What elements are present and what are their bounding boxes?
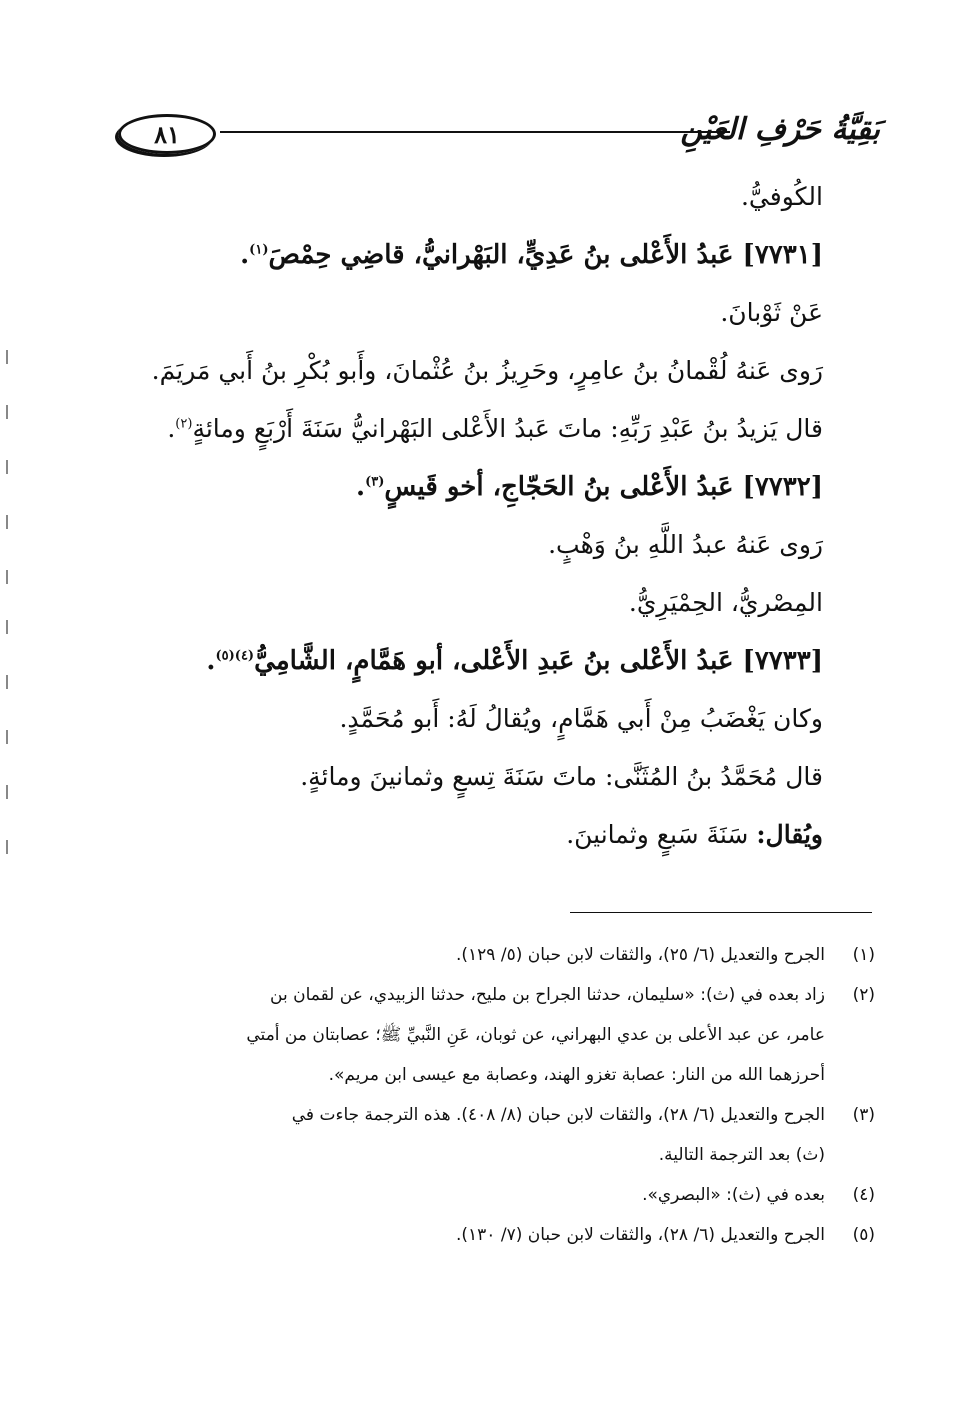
footnote-number: (٤) [852,1185,875,1205]
footnote-line: بعده في (ث): «البصري». [642,1185,825,1205]
line-text: رَوى عَنهُ عبدُ اللَّهِ بنُ وَهْبٍ. [548,530,823,559]
line-text: [٧٧٣٢] عَبدُ الأَعْلى بنُ الحَجّاجِ، أخو قَيسٍ [384,472,823,502]
body-line [123,400,823,458]
footnote-line: الجرح والتعديل (٦/ ٢٨)، والثقات لابن حبان (٧/ ١٣٠). [456,1225,825,1245]
footnote-line: عامر، عن عبد الأعلى بن عدي البهراني، عن ثوبان، عَنِ النَّبيِّ ﷺ؛ عصابتان من أمتي [246,1025,825,1045]
page-header [110,100,880,160]
page-number: ٨١ [154,119,180,149]
footnote-line: الجرح والتعديل (٦/ ٢٥)، والثقات لابن حبان (٥/ ١٢٩). [456,945,825,965]
body-line [123,168,823,226]
biography-entry-heading [123,226,823,284]
line-text: الكُوفيُّ. [740,182,823,211]
footnote-number: (٥) [852,1225,875,1245]
biography-entry-heading [123,458,823,516]
footnotes [130,935,875,1255]
footnote [130,1095,875,1175]
footnote-ref: (٢) [175,416,193,432]
running-title: بَقِيَّةُ حَرْفِ العَيْنِ [680,112,880,147]
footnote [130,1215,875,1255]
body-line [123,574,823,632]
footnote-ref: (٤)(٥) [215,648,255,664]
footnote-number: (٢) [852,985,875,1005]
footnote [130,935,875,975]
header-rule [220,131,730,133]
line-text: قال مُحَمَّدُ بنُ المُثَنَّى: ماتَ سَنَةَ تِسعٍ وثمانينَ ومائةٍ. [300,762,823,791]
footnote-line: الجرح والتعديل (٦/ ٢٨)، والثقات لابن حبان (٨/ ٤٠٨). هذه الترجمة جاءت في [291,1105,825,1125]
line-text: سَنَةَ سَبعٍ وثمانينَ. [566,820,757,849]
footnote [130,1175,875,1215]
bold-lead: ويُقال: [756,820,823,849]
line-text: [٧٧٣١] عَبدُ الأَعْلى بنُ عَدِيٍّ، البَهْرانيُّ، قاضِي حِمْصَ [268,240,823,270]
footnote-line: أحرزهما الله من النار: عصابة تغزو الهند، وعصابة مع عيسى ابن مريم». [328,1065,825,1085]
footnote [130,975,875,1095]
biography-entry-heading [123,632,823,690]
line-end: . [167,414,176,443]
main-text [123,168,823,864]
line-end: . [240,240,250,270]
body-line [123,342,823,400]
footnote-line: (ث) بعد الترجمة التالية. [658,1145,825,1165]
body-line [123,748,823,806]
line-text: رَوى عَنهُ لُقْمانُ بنُ عامِرٍ، وحَرِيزُ بنُ عُثْمانَ، وأَبو بُكْرِ بنُ أَبي مَريَمَ. [151,356,823,385]
body-line [123,690,823,748]
body-line [123,806,823,864]
line-text: قال يَزيدُ بنُ عَبْدِ رَبِّهِ: ماتَ عَبدُ الأَعْلى البَهْرانيُّ سَنَةَ أَرْبَعٍ ومائةٍ [192,414,823,443]
line-text: عَنْ ثَوْبانَ. [720,298,823,327]
line-text: المِصْريُّ، الحِمْيَرِيُّ. [628,588,823,617]
body-line [123,516,823,574]
line-end: . [356,472,366,502]
footnote-number: (١) [852,945,875,965]
footnote-number: (٣) [852,1105,875,1125]
footnote-ref: (١) [249,242,269,258]
scan-margin-marks [6,350,10,870]
body-line [123,284,823,342]
line-text: وكان يَغْضَبُ مِنْ أَبي هَمَّامٍ، ويُقالُ لَهُ: أَبو مُحَمَّدٍ. [339,704,823,733]
footnote-separator [570,912,872,913]
line-text: [٧٧٣٣] عَبدُ الأَعْلى بنُ عَبدِ الأَعْلى، أبو هَمَّامٍ، الشَّامِيُّ [254,646,823,676]
line-end: . [206,646,216,676]
footnote-line: زاد بعده في (ث): «سليمان، حدثنا الجراح بن مليح، حدثنا الزبيدي، عن لقمان بن [270,985,825,1005]
page-number-badge [118,114,216,154]
footnote-ref: (٣) [365,474,385,490]
